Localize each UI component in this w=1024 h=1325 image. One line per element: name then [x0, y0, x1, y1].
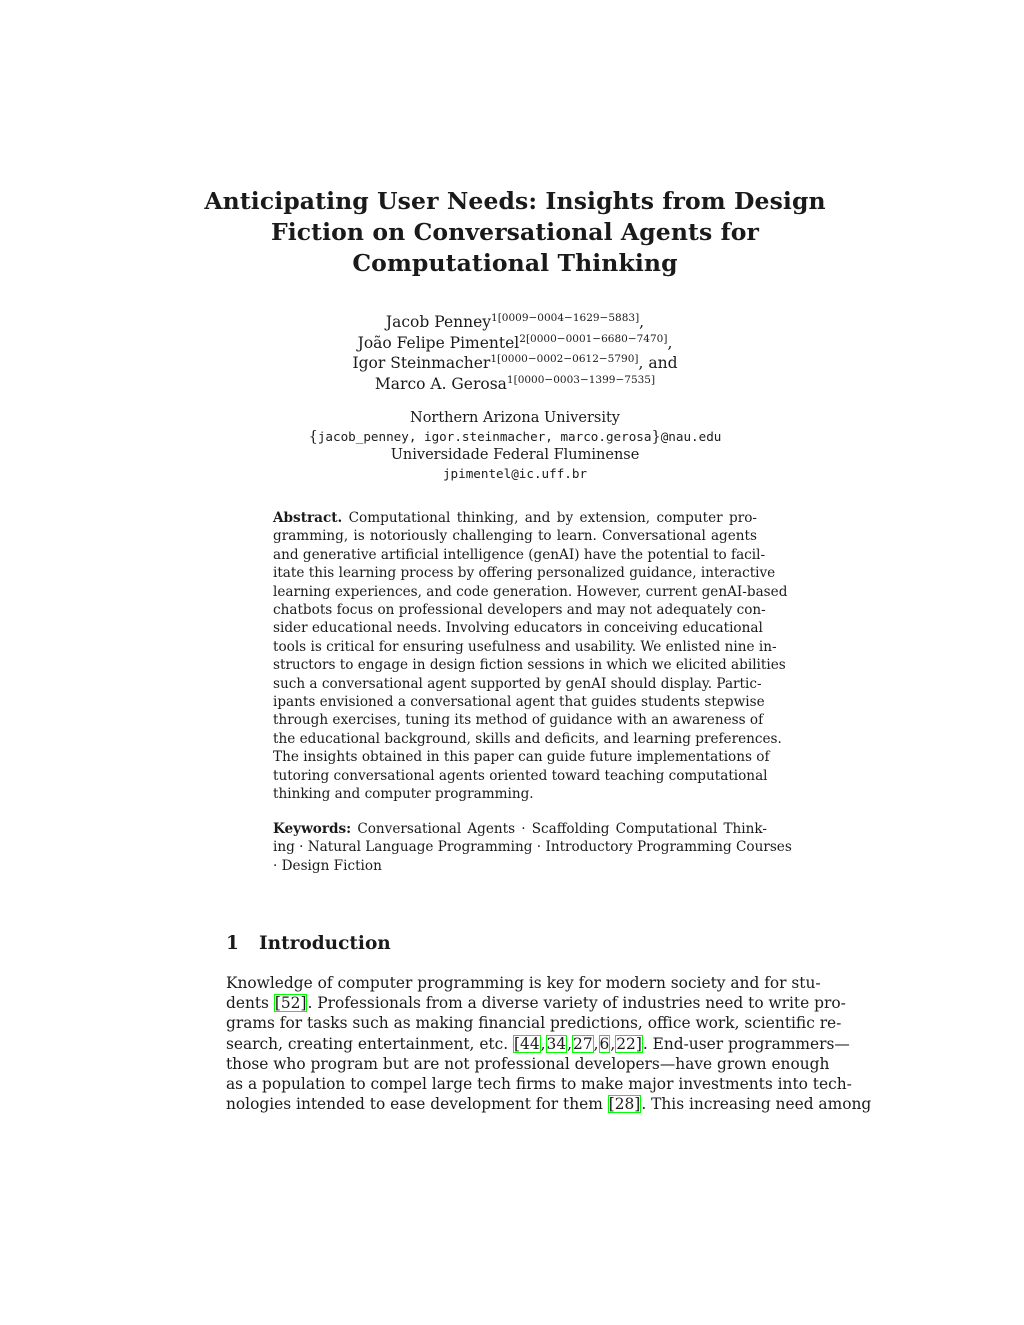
body-line: nologies intended to ease development for them [28]. This increasing need among [226, 1095, 872, 1114]
abstract [273, 509, 788, 804]
keywords-label: Keywords: [273, 821, 352, 837]
email-nau[interactable]: {jacob_penney, igor.steinmacher, marco.gerosa}@nau.edu [308, 428, 722, 445]
title-line: Anticipating User Needs: Insights from Design [204, 187, 826, 215]
abstract-line: such a conversational agent supported by genAI should display. Partic- [273, 675, 762, 692]
abstract-line: thinking and computer programming. [273, 786, 534, 803]
section-number: 1 [226, 933, 239, 954]
abstract-line: ipants envisioned a conversational agent that guides students stepwise [273, 694, 765, 711]
abstract-line: chatbots focus on professional developers and may not adequately con- [273, 602, 766, 619]
abstract-line: itate this learning process by offering personalized guidance, interactive [273, 565, 776, 582]
abstract-line: tutoring conversational agents oriented toward teaching computational [273, 767, 768, 784]
citation-link[interactable]: 22] [616, 1034, 642, 1053]
citation-link[interactable]: [28] [608, 1095, 641, 1114]
citation-link[interactable]: [52] [274, 994, 307, 1013]
title-line: Computational Thinking [352, 249, 678, 277]
body-line: grams for tasks such as making financial predictions, office work, scientific re- [226, 1014, 842, 1033]
keywords-line: Keywords: Conversational Agents · Scaffolding Computational Think- [273, 821, 767, 837]
abstract-line: Abstract. Computational thinking, and by extension, computer pro- [273, 510, 757, 526]
abstract-line: structors to engage in design fiction sessions in which we elicited abilities [273, 657, 786, 674]
body-line: search, creating entertainment, etc. [44,34,27,6,22]. End-user programmers— [226, 1034, 850, 1053]
email-uff[interactable]: jpimentel@ic.uff.br [442, 465, 588, 481]
title-line: Fiction on Conversational Agents for [270, 218, 760, 246]
section-title: Introduction [259, 933, 391, 954]
affiliation-uff: Universidade Federal Fluminense [390, 447, 640, 463]
body-line: dents [52]. Professionals from a diverse variety of industries need to write pro- [226, 994, 846, 1013]
body-line: those who program but are not professional developers—have grown enough [226, 1054, 830, 1073]
body-line: Knowledge of computer programming is key for modern society and for stu- [226, 974, 821, 992]
body-line: as a population to compel large tech firms to make major investments into tech- [226, 1075, 852, 1094]
keywords-line: ing · Natural Language Programming · Introductory Programming Courses [273, 839, 792, 856]
citation-link[interactable]: [44 [514, 1034, 540, 1053]
citation-link[interactable]: 34 [546, 1034, 567, 1053]
abstract-line: gramming, is notoriously challenging to learn. Conversational agents [273, 528, 757, 545]
author-list [200, 312, 830, 394]
body-paragraph [226, 973, 872, 1114]
keywords [273, 820, 792, 875]
abstract-line: the educational background, skills and deficits, and learning preferences. [273, 730, 782, 747]
affiliation-nau: Northern Arizona University [410, 410, 620, 426]
abstract-line: through exercises, tuning its method of guidance with an awareness of [273, 712, 764, 729]
author: Marco A. Gerosa$^{1[0000-0003-1399-7535]}$ [374, 373, 656, 393]
citation-link[interactable]: 27 [573, 1034, 593, 1053]
abstract-label: Abstract. [273, 510, 343, 526]
author: Igor Steinmacher$^{1[0000-0002-0612-5790]}$, and [352, 353, 678, 372]
abstract-line: The insights obtained in this paper can guide future implementations of [273, 749, 770, 766]
keywords-line: · Design Fiction [273, 857, 382, 874]
affiliations [200, 409, 830, 483]
abstract-line: sider educational needs. Involving educators in conceiving educational [273, 620, 763, 637]
abstract-line: tools is critical for ensuring usefulness and usability. We enlisted nine in- [273, 638, 777, 655]
author: Jacob Penney$^{1[0009-0004-1629-5883]}$, [385, 312, 645, 331]
abstract-line: and generative artificial intelligence (genAI) have the potential to facil- [273, 546, 766, 563]
paper-title [150, 186, 880, 279]
citation-link[interactable]: 6 [599, 1034, 610, 1053]
abstract-line: learning experiences, and code generation. However, current genAI-based [273, 583, 788, 600]
section-heading [226, 933, 391, 954]
author: João Felipe Pimentel$^{2[0000-0001-6680-7470]}$, [357, 332, 673, 352]
